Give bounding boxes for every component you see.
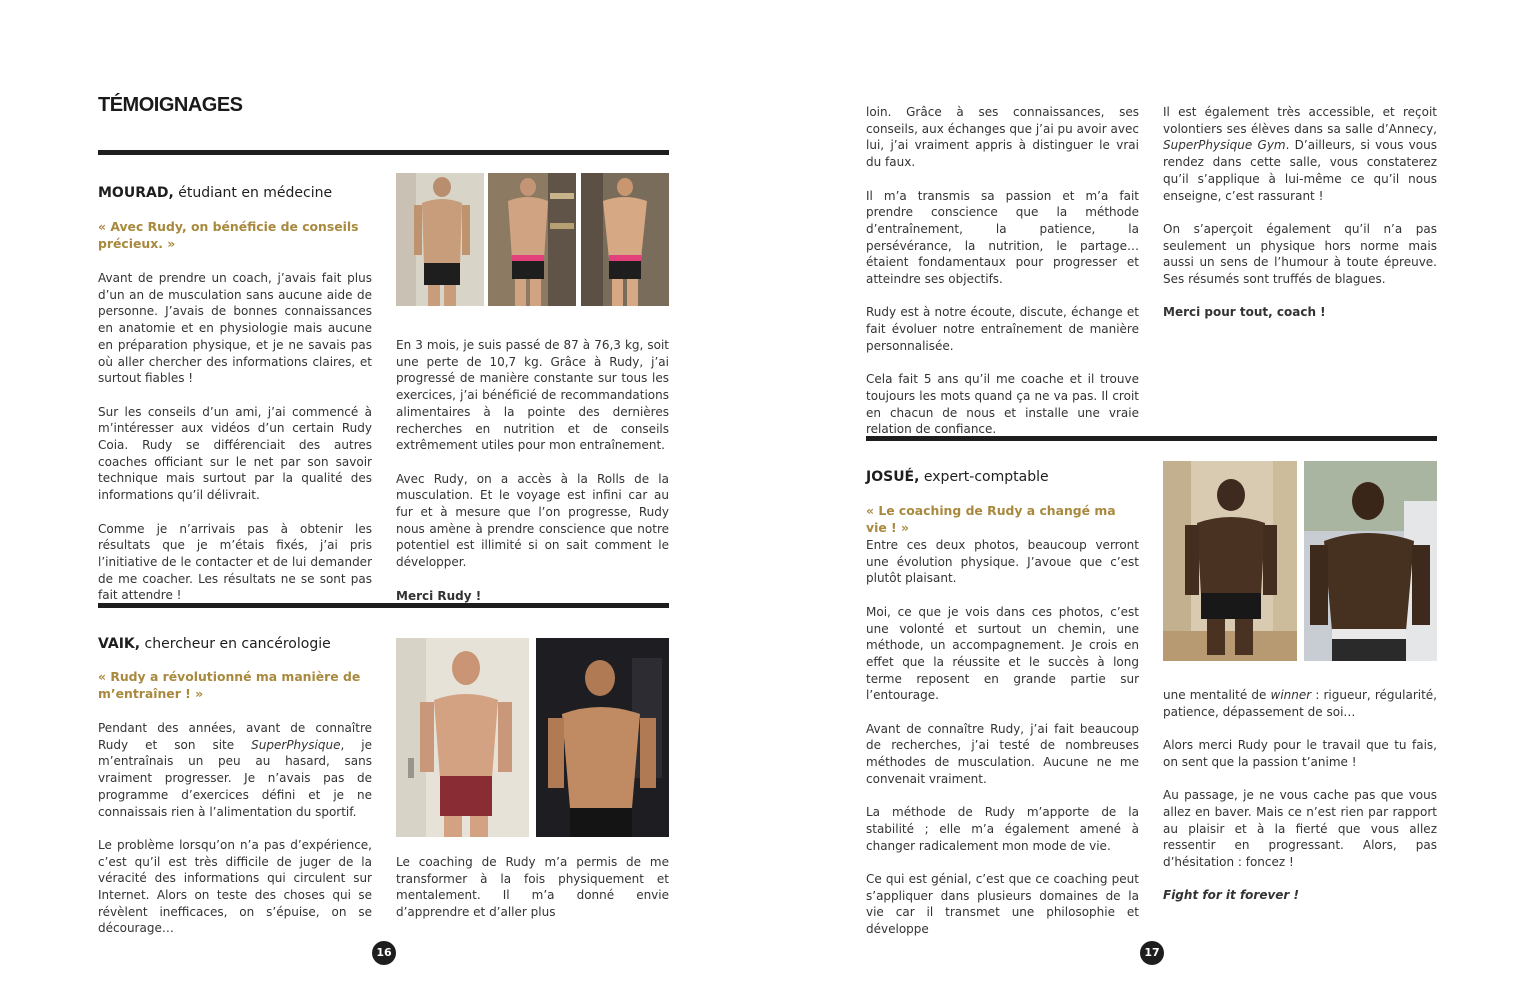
testimonial-text [1163,104,1437,321]
testimonial-text [866,537,1139,938]
before-photo [396,173,484,306]
testimonial-quote: « Le coaching de Rudy a changé ma vie ! » [866,503,1116,535]
signoff: Merci Rudy ! [396,588,482,603]
testimonial-name: MOURAD, étudiant en médecine [98,185,333,201]
page-title: TÉMOIGNAGES [98,94,243,116]
testimonial-name: JOSUÉ, expert-comptable [866,469,1049,485]
paragraph: Avant de prendre un coach, j’avais fait plus d’un an de musculation sans aucune aide de personne. J’avais de bonnes connaissances en anatomie et en physiologie mais aucune en préparation physique, et je ne savais pas où aller chercher des informations claires, et surtout fiables ! [98,271,372,386]
testimonial-name: VAIK, chercheur en cancérologie [98,636,331,652]
signoff: Fight for it forever ! [1163,888,1299,903]
after-photo [581,173,669,306]
paragraph: En 3 mois, je suis passé de 87 à 76,3 kg, soit une perte de 10,7 kg. Grâce à Rudy, j’ai progressé de manière constante sur tous les exercices, j’ai bénéficié de recommandations alimentaires à la pointe des dernières recherches en nutrition et de conseils extrêmement utiles pour mon entraînement. [396,338,669,453]
paragraph: Avec Rudy, on a accès à la Rolls de la musculation. Et le voyage est infini car au fur et à mesure que l’on progresse, Rudy nous amène à prendre conscience que notre potentiel est illimité si on sait comment le développer. [396,471,669,570]
paragraph: La méthode de Rudy m’apporte de la stabilité ; elle m’a également amené à changer radicalement mon mode de vie. [866,805,1139,853]
testimonial-text [98,720,372,937]
before-photo [1163,461,1297,661]
paragraph: Avant de connaître Rudy, j’ai fait beaucoup de recherches, j’ai testé de nombreuses méthodes de musculation. Aucune ne me convenait vraiment. [866,721,1139,786]
testimonial-quote: « Rudy a révolutionné ma manière de m’entraîner ! » [98,669,361,701]
section-divider [866,436,1437,441]
testimonial-text [866,104,1139,438]
paragraph: Ce qui est génial, c’est que ce coaching peut s’appliquer dans plusieurs domaines de la vie car il transmet une philosophie et développe [866,872,1139,937]
section-divider [98,603,669,608]
paragraph: une mentalité de winner : rigueur, régularité, patience, dépassement de soi… [1163,688,1437,719]
paragraph: Il m’a transmis sa passion et m’a fait prendre conscience que la méthode d’entraînement, la patience, la persévérance, la nutrition, le partage… étaient fondamentaux pour progresser et atteindre ses objectifs. [866,188,1139,287]
paragraph: loin. Grâce à ses connaissances, ses conseils, aux échanges que j’ai pu avoir avec lui, j’ai vraiment appris à distinguer le vrai du faux. [866,105,1139,170]
paragraph: Sur les conseils d’un ami, j’ai commencé à m’intéresser aux vidéos d’un certain Rudy Coia. Rudy se différenciait des autres coaches officiant sur le net par son savoir technique mais surtout par la qualité des informations qu’il délivrait. [98,404,372,503]
page-number: 17 [1140,941,1164,965]
paragraph: Le coaching de Rudy m’a permis de me transformer à la fois physiquement et mentalement. Il m’a donné envie d’apprendre et d’aller plus [396,855,669,920]
testimonial-text [1163,687,1437,904]
after-photo [536,638,669,837]
paragraph: Comme je n’arrivais pas à obtenir les résultats que je m’étais fixés, j’ai pris l’initiative de le contacter et de lui demander de me coacher. Les résultats ne se sont pas fait attendre ! [98,521,372,603]
paragraph: Le problème lorsqu’on n’a pas d’expérience, c’est qu’il est très difficile de juger de la véracité des informations qui circulent sur Internet. Alors on teste des choses qui se révèlent inefficaces, on s’épuise, on se décourage… [98,837,372,936]
page-number: 16 [372,941,396,965]
paragraph: On s’aperçoit également qu’il n’a pas seulement un physique hors norme mais aussi un sens de l’humour à toute épreuve. Ses résumés sont truffés de blagues. [1163,221,1437,287]
paragraph: Moi, ce que je vois dans ces photos, c’est une volonté et surtout un chemin, une méthode, un accompagnement. Je crois en effet que la réussite et le succès à long terme reposent en grande partie sur l’entourage. [866,604,1139,703]
section-divider [98,150,669,155]
paragraph: Au passage, je ne vous cache pas que vous allez en baver. Mais ce n’est rien par rapport au plaisir et à la fierté que vous allez ressentir en progressant. Alors, pas d’hésitation : foncez ! [1163,788,1437,869]
before-photo [396,638,529,837]
testimonial-text [396,854,669,921]
signoff: Merci pour tout, coach ! [1163,305,1326,320]
paragraph: Il est également très accessible, et reçoit volontiers ses élèves dans sa salle d’Annecy, SuperPhysique Gym. D’ailleurs, si vous vous rendez dans cette salle, vous constaterez qu’il s’applique à lui-même ce qu’il nous enseigne, c’est rassurant ! [1163,105,1437,203]
paragraph: Pendant des années, avant de connaître Rudy et son site SuperPhysique, je m’entraînais un peu au hasard, sans vraiment progresser. Je n’avais pas de programme d’exercices défini et je ne connaissais rien à l’alimentation du sportif. [98,721,372,819]
paragraph: Entre ces deux photos, beaucoup verront une évolution physique. J’avoue que c’est plutôt plaisant. [866,538,1139,586]
paragraph: Cela fait 5 ans qu’il me coache et il trouve toujours les mots quand ça ne va pas. Il croit en chacun de nous et installe une vraie relation de confiance. [866,372,1139,437]
progress-photo [488,173,576,306]
after-photo [1304,461,1437,661]
paragraph: Rudy est à notre écoute, discute, échange et fait évoluer notre entraînement de manière personnalisée. [866,305,1139,353]
paragraph: Alors merci Rudy pour le travail que tu fais, on sent que la passion t’anime ! [1163,738,1437,769]
testimonial-text [98,270,372,604]
testimonial-text [396,337,669,604]
testimonial-quote: « Avec Rudy, on bénéficie de conseils précieux. » [98,219,359,251]
